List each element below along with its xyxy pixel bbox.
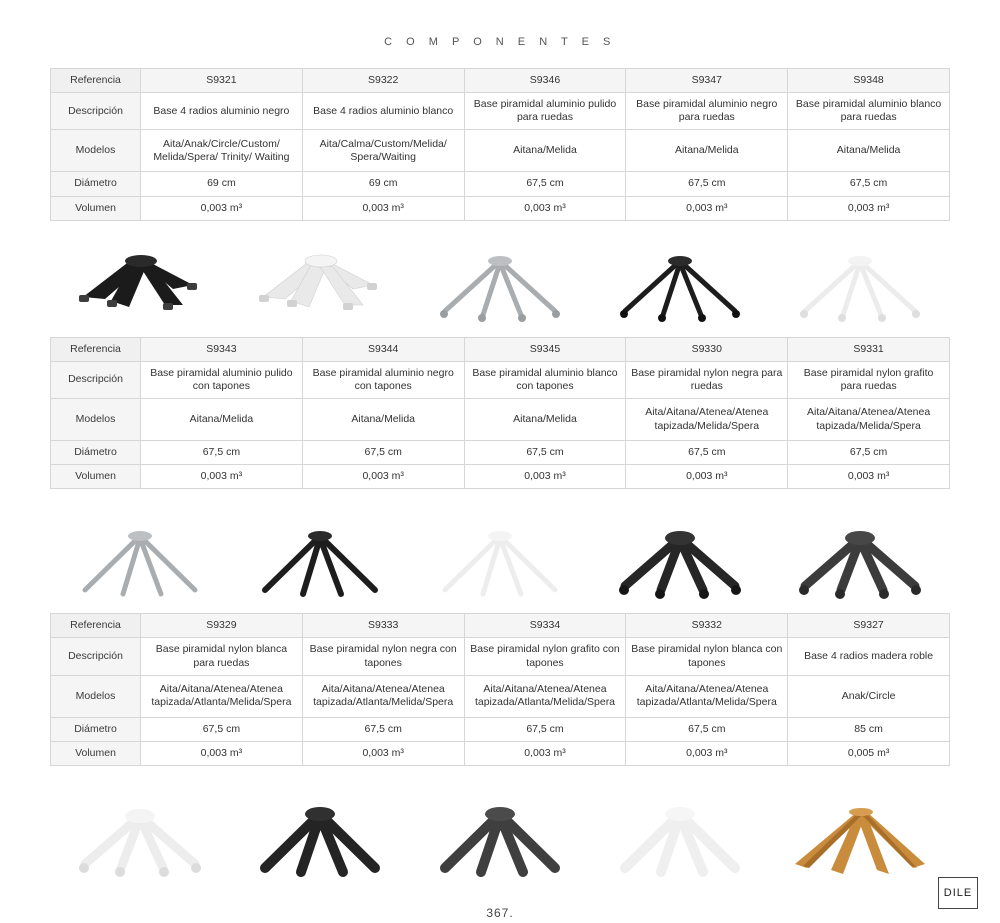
base-piramidal-aluminio-negro-tapones-icon: [245, 516, 395, 611]
cell-modelos: Aita/Aitana/Atenea/Atenea tapizada/Melida/Spera: [626, 399, 788, 441]
cell-referencia: S9343: [141, 337, 303, 361]
cell-diametro: 69 cm: [141, 172, 303, 196]
cell-modelos: Aita/Aitana/Atenea/Atenea tapizada/Atlanta/Melida/Spera: [302, 675, 464, 717]
cell-diametro: 67,5 cm: [464, 441, 626, 465]
cell-descripcion: Base piramidal aluminio pulido con tapones: [141, 361, 303, 398]
table-row: [51, 196, 950, 220]
cell-modelos: Aita/Calma/Custom/Melida/ Spera/Waiting: [302, 130, 464, 172]
row-label-modelos: Modelos: [51, 399, 141, 441]
product-image-s9347: [590, 227, 770, 347]
cell-referencia: S9347: [626, 69, 788, 93]
cell-diametro: 67,5 cm: [626, 441, 788, 465]
cell-modelos: Aita/Aitana/Atenea/Atenea tapizada/Melida/Spera: [788, 399, 950, 441]
product-gallery-3: [50, 782, 950, 892]
cell-volumen: 0,003 m³: [626, 741, 788, 765]
table-row: [51, 130, 950, 172]
cell-diametro: 67,5 cm: [626, 172, 788, 196]
cell-descripcion: Base piramidal aluminio blanco con tapones: [464, 361, 626, 398]
cell-descripcion: Base piramidal nylon blanca con tapones: [626, 638, 788, 675]
cell-volumen: 0,003 m³: [464, 465, 626, 489]
cell-descripcion: Base piramidal aluminio negro con tapones: [302, 361, 464, 398]
cell-modelos: Aita/Aitana/Atenea/Atenea tapizada/Atlanta/Melida/Spera: [141, 675, 303, 717]
spec-block-1: [0, 68, 1000, 221]
product-image-s9333: [230, 782, 410, 902]
cell-modelos: Aitana/Melida: [141, 399, 303, 441]
row-label-modelos: Modelos: [51, 675, 141, 717]
base-4-radios-aluminio-negro-icon: [65, 239, 215, 334]
table-row: [51, 399, 950, 441]
cell-descripcion: Base piramidal aluminio blanco para ruedas: [788, 93, 950, 130]
cell-modelos: Aitana/Melida: [464, 130, 626, 172]
cell-diametro: 85 cm: [788, 717, 950, 741]
cell-diametro: 67,5 cm: [464, 172, 626, 196]
cell-volumen: 0,003 m³: [141, 465, 303, 489]
cell-descripcion: Base piramidal nylon grafito con tapones: [464, 638, 626, 675]
cell-diametro: 67,5 cm: [626, 717, 788, 741]
row-label-diametro: Diámetro: [51, 172, 141, 196]
cell-descripcion: Base piramidal nylon blanca para ruedas: [141, 638, 303, 675]
spec-table-1: [50, 68, 950, 221]
row-label-diametro: Diámetro: [51, 441, 141, 465]
brand-logo: DILE: [938, 877, 978, 909]
cell-descripcion: Base piramidal nylon grafito para ruedas: [788, 361, 950, 398]
row-label-referencia: Referencia: [51, 337, 141, 361]
base-piramidal-nylon-grafito-ruedas-icon: [785, 516, 935, 611]
base-piramidal-nylon-negra-ruedas-icon: [605, 516, 755, 611]
product-image-s9332: [590, 782, 770, 902]
cell-volumen: 0,003 m³: [626, 465, 788, 489]
cell-volumen: 0,003 m³: [302, 741, 464, 765]
cell-modelos: Anak/Circle: [788, 675, 950, 717]
table-row: [51, 717, 950, 741]
cell-diametro: 67,5 cm: [302, 441, 464, 465]
row-label-volumen: Volumen: [51, 741, 141, 765]
table-row: [51, 638, 950, 675]
row-label-descripcion: Descripción: [51, 93, 141, 130]
spec-block-2: [0, 337, 1000, 490]
table-row: [51, 465, 950, 489]
cell-diametro: 67,5 cm: [141, 717, 303, 741]
cell-volumen: 0,003 m³: [788, 465, 950, 489]
product-image-s9329: [50, 782, 230, 902]
cell-referencia: S9332: [626, 614, 788, 638]
cell-referencia: S9333: [302, 614, 464, 638]
cell-referencia: S9331: [788, 337, 950, 361]
cell-descripcion: Base piramidal nylon negra con tapones: [302, 638, 464, 675]
base-piramidal-nylon-blanca-tapones-icon: [605, 794, 755, 889]
cell-referencia: S9322: [302, 69, 464, 93]
cell-diametro: 67,5 cm: [464, 717, 626, 741]
cell-modelos: Aitana/Melida: [464, 399, 626, 441]
cell-volumen: 0,003 m³: [141, 741, 303, 765]
product-image-s9345: [410, 503, 590, 623]
cell-modelos: Aita/Anak/Circle/Custom/ Melida/Spera/ Trinity/ Waiting: [141, 130, 303, 172]
product-image-s9331: [770, 503, 950, 623]
row-label-referencia: Referencia: [51, 69, 141, 93]
spec-table-2: [50, 337, 950, 490]
cell-modelos: Aitana/Melida: [302, 399, 464, 441]
base-piramidal-nylon-grafito-tapones-icon: [425, 794, 575, 889]
cell-referencia: S9344: [302, 337, 464, 361]
cell-referencia: S9334: [464, 614, 626, 638]
product-image-s9321: [50, 227, 230, 347]
cell-modelos: Aitana/Melida: [788, 130, 950, 172]
cell-modelos: Aita/Aitana/Atenea/Atenea tapizada/Atlanta/Melida/Spera: [464, 675, 626, 717]
cell-referencia: S9346: [464, 69, 626, 93]
cell-descripcion: Base 4 radios aluminio negro: [141, 93, 303, 130]
cell-referencia: S9330: [626, 337, 788, 361]
cell-referencia: S9348: [788, 69, 950, 93]
row-label-descripcion: Descripción: [51, 361, 141, 398]
cell-volumen: 0,003 m³: [464, 741, 626, 765]
cell-referencia: S9327: [788, 614, 950, 638]
cell-descripcion: Base piramidal aluminio pulido para ruedas: [464, 93, 626, 130]
cell-volumen: 0,003 m³: [141, 196, 303, 220]
cell-diametro: 67,5 cm: [302, 717, 464, 741]
spec-block-3: [0, 613, 1000, 766]
cell-volumen: 0,003 m³: [302, 465, 464, 489]
base-piramidal-aluminio-blanco-ruedas-icon: [785, 239, 935, 334]
product-gallery-2: [50, 503, 950, 613]
spec-table-3: [50, 613, 950, 766]
base-4-radios-madera-roble-icon: [785, 794, 935, 889]
cell-diametro: 67,5 cm: [788, 172, 950, 196]
cell-referencia: S9321: [141, 69, 303, 93]
cell-referencia: S9329: [141, 614, 303, 638]
row-label-descripcion: Descripción: [51, 638, 141, 675]
cell-volumen: 0,003 m³: [788, 196, 950, 220]
table-row: [51, 441, 950, 465]
base-piramidal-aluminio-blanco-tapones-icon: [425, 516, 575, 611]
cell-diametro: 67,5 cm: [788, 441, 950, 465]
product-image-s9343: [50, 503, 230, 623]
base-piramidal-nylon-negra-tapones-icon: [245, 794, 395, 889]
product-gallery-1: [50, 227, 950, 337]
row-label-modelos: Modelos: [51, 130, 141, 172]
row-label-volumen: Volumen: [51, 465, 141, 489]
cell-descripcion: Base 4 radios aluminio blanco: [302, 93, 464, 130]
row-label-diametro: Diámetro: [51, 717, 141, 741]
table-row: [51, 741, 950, 765]
cell-modelos: Aita/Aitana/Atenea/Atenea tapizada/Atlanta/Melida/Spera: [626, 675, 788, 717]
base-piramidal-aluminio-pulido-tapones-icon: [65, 516, 215, 611]
cell-descripcion: Base piramidal nylon negra para ruedas: [626, 361, 788, 398]
base-4-radios-aluminio-blanco-icon: [245, 239, 395, 334]
product-image-s9330: [590, 503, 770, 623]
row-label-referencia: Referencia: [51, 614, 141, 638]
product-image-s9322: [230, 227, 410, 347]
page-title: C O M P O N E N T E S: [384, 36, 616, 48]
cell-volumen: 0,003 m³: [626, 196, 788, 220]
cell-volumen: 0,003 m³: [302, 196, 464, 220]
product-image-s9346: [410, 227, 590, 347]
product-image-s9327: [770, 782, 950, 902]
cell-diametro: 67,5 cm: [141, 441, 303, 465]
base-piramidal-aluminio-negro-ruedas-icon: [605, 239, 755, 334]
table-row: [51, 675, 950, 717]
base-piramidal-nylon-blanca-ruedas-icon: [65, 794, 215, 889]
product-image-s9334: [410, 782, 590, 902]
base-piramidal-aluminio-pulido-ruedas-icon: [425, 239, 575, 334]
row-label-volumen: Volumen: [51, 196, 141, 220]
table-row: [51, 361, 950, 398]
cell-modelos: Aitana/Melida: [626, 130, 788, 172]
table-row: [51, 69, 950, 93]
cell-descripcion: Base piramidal aluminio negro para ruedas: [626, 93, 788, 130]
cell-diametro: 69 cm: [302, 172, 464, 196]
product-image-s9348: [770, 227, 950, 347]
cell-volumen: 0,003 m³: [464, 196, 626, 220]
product-image-s9344: [230, 503, 410, 623]
table-row: [51, 172, 950, 196]
page-number: 367.: [486, 905, 514, 920]
cell-descripcion: Base 4 radios madera roble: [788, 638, 950, 675]
cell-referencia: S9345: [464, 337, 626, 361]
table-row: [51, 93, 950, 130]
cell-volumen: 0,005 m³: [788, 741, 950, 765]
